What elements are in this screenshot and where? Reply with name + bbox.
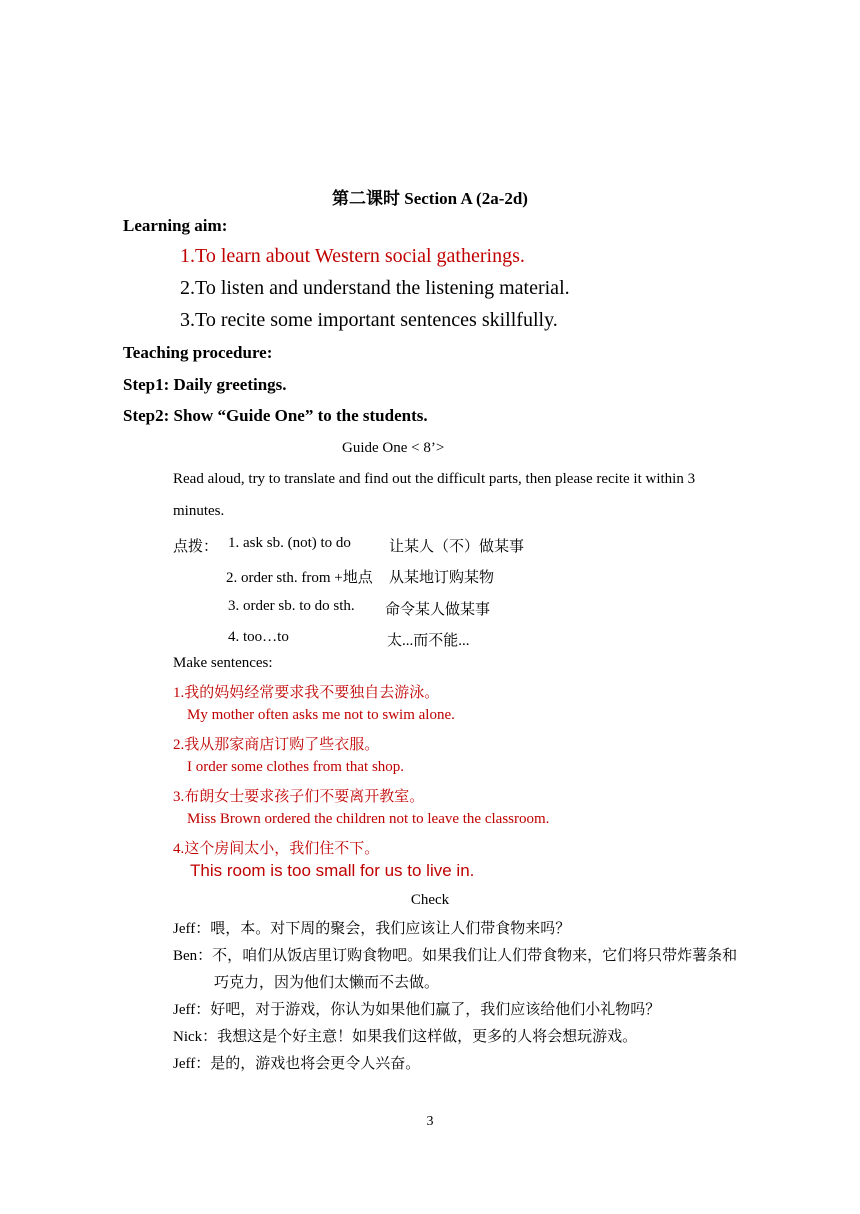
sentence-1-en: My mother often asks me not to swim alone. xyxy=(187,707,455,723)
dialogue-line-1: Jeff：喂，本。对下周的聚会，我们应该让人们带食物来吗？ xyxy=(173,921,571,937)
tip-4-zh: 太...而不能... xyxy=(387,633,470,649)
sentence-3-zh: 3.布朗女士要求孩子们不要离开教室。 xyxy=(173,789,425,805)
tips-label: 点拨： xyxy=(173,539,219,555)
dialogue-line-2-cont: 巧克力，因为他们太懒而不去做。 xyxy=(214,975,440,991)
sentence-2-zh: 2.我从那家商店订购了些衣服。 xyxy=(173,737,380,753)
tip-2-zh: 从某地订购某物 xyxy=(389,570,495,586)
tip-3-zh: 命令某人做某事 xyxy=(385,602,491,618)
tip-4-en: 4. too…to xyxy=(228,629,289,645)
sentence-3-en: Miss Brown ordered the children not to leave the classroom. xyxy=(187,811,550,827)
tip-3-en: 3. order sb. to do sth. xyxy=(228,598,355,614)
tip-1-en: 1. ask sb. (not) to do xyxy=(228,535,351,551)
learning-aim-heading: Learning aim: xyxy=(123,216,228,235)
aim-item-1: 1.To learn about Western social gatherings. xyxy=(180,245,525,267)
aim-item-2: 2.To listen and understand the listening material. xyxy=(180,277,570,299)
guide-instruction: Read aloud, try to translate and find out the difficult parts, then please recite it within 3 xyxy=(173,471,696,487)
sentence-2-en: I order some clothes from that shop. xyxy=(187,759,405,775)
step2-heading: Step2: Show “Guide One” to the students. xyxy=(123,406,428,425)
check-title: Check xyxy=(410,892,450,908)
dialogue-line-3: Jeff：好吧，对于游戏，你认为如果他们赢了，我们应该给他们小礼物吗？ xyxy=(173,1002,661,1018)
lesson-title: 第二课时 Section A (2a-2d) xyxy=(332,189,528,208)
sentence-1-zh: 1.我的妈妈经常要求我不要独自去游泳。 xyxy=(173,685,440,701)
dialogue-line-2: Ben：不，咱们从饭店里订购食物吧。如果我们让人们带食物来，它们将只带炸薯条和 xyxy=(173,948,738,964)
tip-1-zh: 让某人（不）做某事 xyxy=(389,539,525,555)
tip-2-en: 2. order sth. from +地点 xyxy=(226,570,373,586)
page-number: 3 xyxy=(426,1114,434,1129)
make-sentences-label: Make sentences: xyxy=(173,655,273,671)
teaching-procedure-heading: Teaching procedure: xyxy=(123,343,273,362)
step1-heading: Step1: Daily greetings. xyxy=(123,375,287,394)
sentence-4-zh: 4.这个房间太小，我们住不下。 xyxy=(173,841,380,857)
sentence-4-en: This room is too small for us to live in. xyxy=(190,861,475,880)
dialogue-line-5: Jeff：是的，游戏也将会更令人兴奋。 xyxy=(173,1056,421,1072)
guide-title: Guide One < 8’> xyxy=(342,440,445,456)
aim-item-3: 3.To recite some important sentences skillfully. xyxy=(180,309,558,331)
dialogue-line-4: Nick：我想这是个好主意！如果我们这样做，更多的人将会想玩游戏。 xyxy=(173,1029,638,1045)
guide-instruction-cont: minutes. xyxy=(173,503,225,519)
